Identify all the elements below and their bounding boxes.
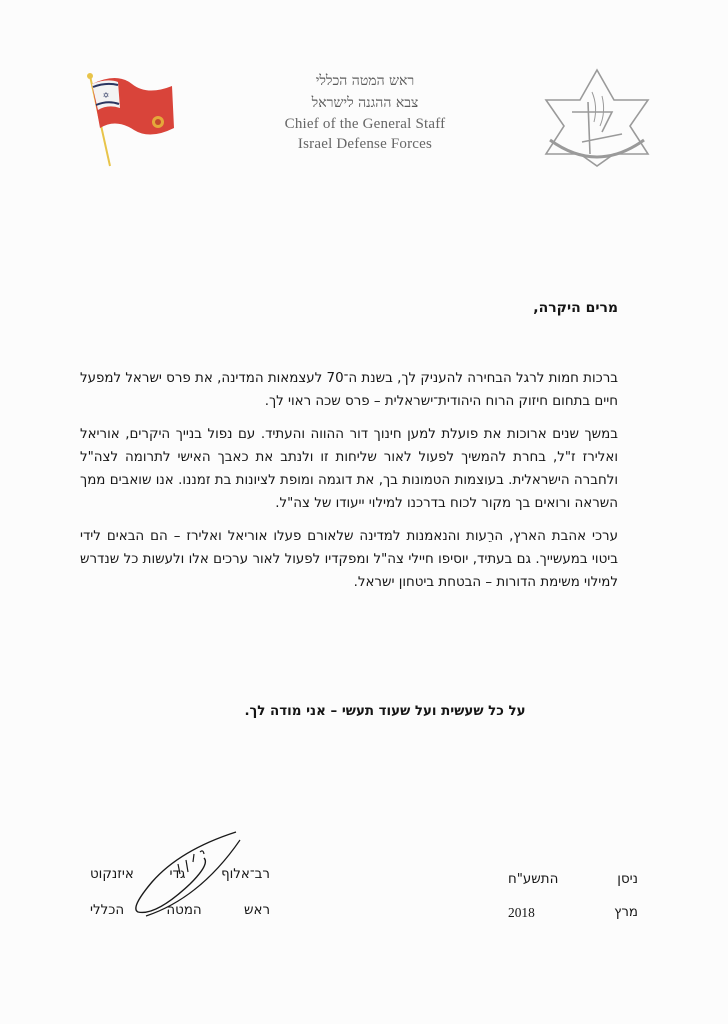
letterhead-hebrew-org: צבא ההגנה לישראל	[311, 95, 419, 111]
letterhead-hebrew-title: ראש המטה הכללי	[315, 73, 415, 89]
gregorian-month: מרץ	[614, 905, 638, 920]
chief-of-staff-flag-icon	[72, 66, 182, 176]
signature-rank: רב־אלוף	[221, 867, 270, 882]
hebrew-year: התשע"ח	[508, 872, 559, 887]
letter-paragraph: ערכי אהבת הארץ, הרֵעות והנאמנות למדינה שלאורם פעלו אוריאל ואלירז – הם הבאים לידי ביטוי במעשייך. גם בעתיד, יוסיפו חיילי צה"ל ומפקדיו לפעול לאור ערכים אלו ולעשות כל שנדרש למילוי משימת הדורות – הבטחת ביטחון ישראל.	[80, 528, 618, 591]
signature-last-name: איזנקוט	[90, 867, 134, 882]
letterhead-english-org: Israel Defense Forces	[297, 136, 433, 152]
gregorian-year: 2018	[508, 905, 535, 920]
letterhead-english-title: Chief of the General Staff	[284, 116, 446, 132]
idf-emblem-icon	[532, 62, 662, 172]
gregorian-date	[508, 905, 638, 938]
svg-text:✡: ✡	[102, 91, 110, 100]
salutation: מרים היקרה,	[533, 300, 618, 316]
letter-paragraph: במשך שנים ארוכות את פועלת למען חינוך דור ההווה והעתיד. עם נפול בנייך היקרים, אוריאל ואלירז ז"ל, בחרת להמשיך לפעול לאור שליחות זו ולנתב את כאבך האישי לתרומה לצה"ל ולחברה הישראלית. בעוצמות הטמונות בך, את דוגמה ומופת לציונות בת זמננו. אנו שואבים ממך השראה ורואים בך מקור לכוח בדרכנו למילוי ייעודו של צה"ל.	[80, 426, 618, 512]
letterhead	[240, 70, 490, 154]
signature-title-word: ראש	[244, 903, 270, 918]
signature-title-word: המטה	[166, 903, 202, 918]
letter-body	[80, 367, 618, 604]
signature-title	[90, 903, 270, 918]
closing-line: על כל שעשית ועל שעוד תעשי – אני מודה לך.	[244, 704, 526, 719]
hebrew-month: ניסן	[617, 872, 638, 887]
hebrew-date	[508, 872, 638, 905]
signature-first-name: גדי	[169, 867, 186, 882]
date-block	[508, 872, 638, 938]
letter-paragraph: ברכות חמות לרגל הבחירה להעניק לך, בשנת ה־70 לעצמאות המדינה, את פרס ישראל למפעל חיים בתחום חיזוק הרוח היהודית־ישראלית – פרס שכה ראוי לך.	[80, 371, 619, 410]
signature-title-word: הכללי	[90, 903, 125, 918]
signature-name	[90, 867, 270, 882]
